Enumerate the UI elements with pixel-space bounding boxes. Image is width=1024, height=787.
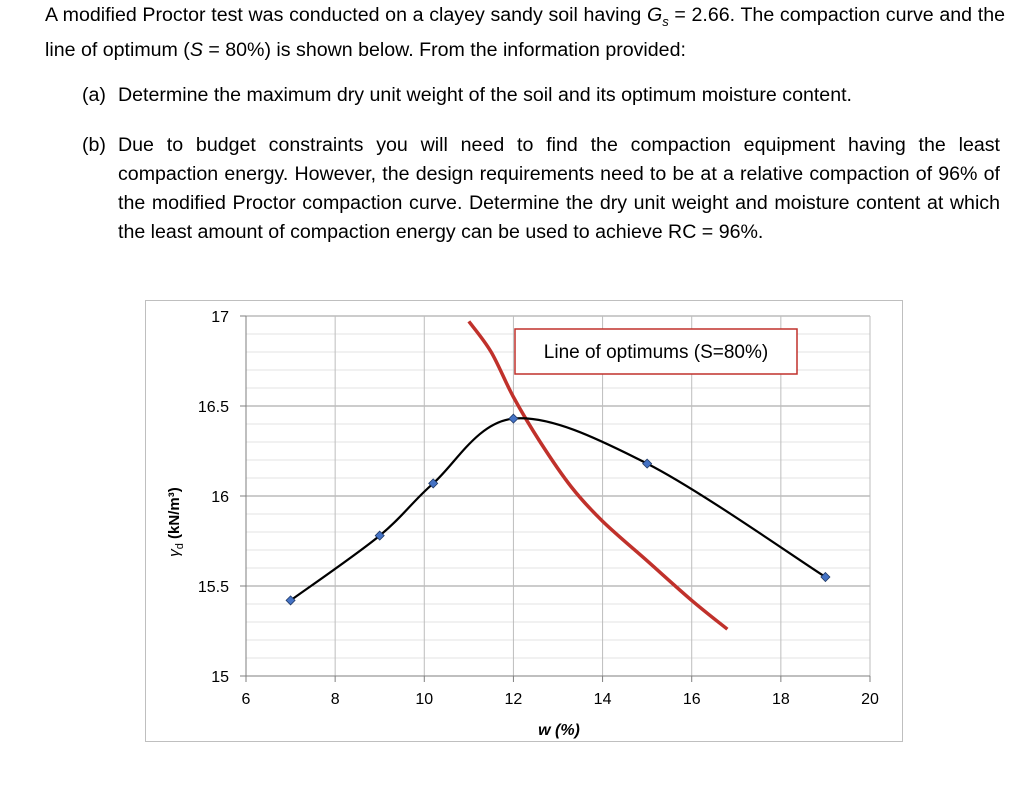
y-tick-label: 15	[211, 669, 229, 686]
compaction-data-point	[509, 414, 518, 423]
part-b-text: Due to budget constraints you will need to find the compaction equipment having the least compaction energy. However, the design requirements need to be at a relative compaction of 96% of the modified Proctor compaction curve. Determine the dry unit weight and moisture content at which the least amount of compaction energy can be used to achieve RC = 96%.	[118, 134, 1000, 243]
x-tick-label: 10	[415, 691, 434, 708]
part-b-letter: (b)	[82, 134, 106, 156]
y-tick-label: 16.5	[197, 399, 229, 416]
annotation	[515, 329, 797, 374]
problem-statement	[45, 1, 1006, 243]
y-axis-label: $\gamma_d$ (kN/m³)	[166, 487, 186, 557]
compaction-chart	[145, 300, 903, 742]
x-tick-label: 6	[241, 691, 251, 708]
x-tick-label: 14	[593, 691, 612, 708]
part-a-text: Determine the maximum dry unit weight of the soil and its optimum moisture content.	[118, 84, 852, 106]
annotation-text: Line of optimums (S=80%)	[543, 342, 769, 363]
x-tick-label: 18	[771, 691, 790, 708]
x-tick-label: 8	[330, 691, 340, 708]
x-axis-label: w (%)	[538, 722, 580, 739]
x-tick-label: 12	[504, 691, 523, 708]
x-tick-label: 20	[861, 691, 879, 708]
chart-canvas	[146, 301, 904, 743]
y-tick-label: 17	[211, 309, 229, 326]
compaction-curve	[291, 418, 826, 600]
part-a-letter: (a)	[82, 84, 106, 106]
y-tick-label: 16	[211, 489, 229, 506]
problem-intro: A modified Proctor test was conducted on a clayey sandy soil having $G_s = 2.66$. The compaction curve and the line of optimum (S = 80%) is shown below. From the information provided:	[45, 4, 1006, 61]
x-tick-label: 16	[682, 691, 701, 708]
y-tick-label: 15.5	[197, 579, 229, 596]
